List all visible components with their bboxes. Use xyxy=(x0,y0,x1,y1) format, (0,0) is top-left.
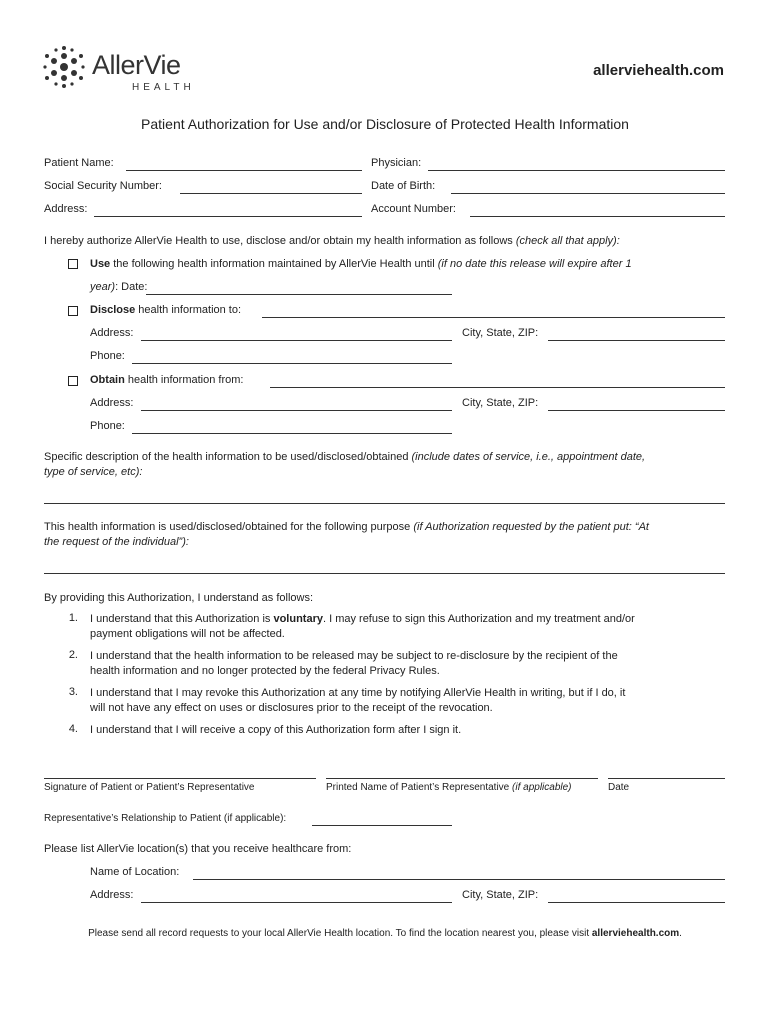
logo xyxy=(42,44,212,96)
logo-name: AllerVie xyxy=(92,50,181,80)
specific-description-field[interactable] xyxy=(44,503,725,504)
purpose-label-2: the request of the individual”): xyxy=(44,536,189,548)
obtain-option-text: Obtain health information from: xyxy=(90,374,244,386)
disclose-phone-label: Phone: xyxy=(90,350,125,362)
use-option-text: Use the following health information maintained by AllerVie Health until (if no date this release will expire after 1 xyxy=(90,258,632,270)
obtain-city-label: City, State, ZIP: xyxy=(462,397,539,409)
disclose-address-field[interactable] xyxy=(141,340,452,341)
use-date-label: year): Date: xyxy=(90,281,148,293)
dob-label: Date of Birth: xyxy=(371,180,436,192)
understand-intro: By providing this Authorization, I understand as follows: xyxy=(44,592,314,604)
list-item-number: 4. xyxy=(68,723,78,735)
relationship-label: Representative’s Relationship to Patient (if applicable): xyxy=(44,813,287,824)
specific-description-label: Specific description of the health information to be used/disclosed/obtained (include dates of service, i.e., appointment date, xyxy=(44,451,646,463)
list-item-number: 3. xyxy=(68,686,78,698)
location-city-label: City, State, ZIP: xyxy=(462,889,539,901)
relationship-field[interactable] xyxy=(312,825,452,826)
list-item-number: 1. xyxy=(68,612,78,624)
disclose-city-label: City, State, ZIP: xyxy=(462,327,539,339)
list-item: I understand that I may revoke this Authorization at any time by notifying AllerVie Health in writing, but if I do, it will not have any effect on uses or disclosures prior to the receipt of the revocation. xyxy=(90,687,626,714)
footer-link[interactable]: allerviehealth.com xyxy=(591,928,680,939)
patient-name-label: Patient Name: xyxy=(44,157,114,169)
signature-field[interactable] xyxy=(44,778,316,779)
purpose-field[interactable] xyxy=(44,573,725,574)
location-city-field[interactable] xyxy=(548,902,725,903)
obtain-checkbox[interactable] xyxy=(68,376,78,386)
address-field[interactable] xyxy=(94,216,362,217)
authorize-intro: I hereby authorize AllerVie Health to use, disclose and/or obtain my health information as follows (check all that apply): xyxy=(44,235,620,247)
printed-name-label: Printed Name of Patient’s Representative (if applicable) xyxy=(326,782,572,793)
obtain-phone-label: Phone: xyxy=(90,420,125,432)
location-address-label: Address: xyxy=(90,889,134,901)
date-label: Date xyxy=(608,782,630,793)
date-field[interactable] xyxy=(608,778,725,779)
disclose-option-text: Disclose health information to: xyxy=(90,304,242,316)
specific-description-label-2: type of service, etc): xyxy=(44,466,143,478)
list-item-number: 2. xyxy=(68,649,78,661)
list-item: I understand that I will receive a copy of this Authorization form after I sign it. xyxy=(90,724,462,736)
obtain-address-field[interactable] xyxy=(141,410,452,411)
disclose-address-label: Address: xyxy=(90,327,134,339)
account-number-label: Account Number: xyxy=(371,203,456,215)
ssn-label: Social Security Number: xyxy=(44,180,162,192)
purpose-label: This health information is used/disclosed/obtained for the following purpose (if Authorization requested by the patient put: “At xyxy=(44,521,649,533)
obtain-address-label: Address: xyxy=(90,397,134,409)
disclose-checkbox[interactable] xyxy=(68,306,78,316)
logo-subtitle: HEALTH xyxy=(132,82,195,93)
footer-note: Please send all record requests to your local AllerVie Health location. To find the location nearest you, please visit allerviehealth.com. xyxy=(88,928,682,939)
physician-field[interactable] xyxy=(428,170,725,171)
signature-label: Signature of Patient or Patient’s Representative xyxy=(44,782,255,793)
ssn-field[interactable] xyxy=(180,193,362,194)
obtain-city-field[interactable] xyxy=(548,410,725,411)
use-date-field[interactable] xyxy=(146,294,452,295)
locations-intro: Please list AllerVie location(s) that you receive healthcare from: xyxy=(44,843,352,855)
use-checkbox[interactable] xyxy=(68,259,78,269)
website-link[interactable]: allerviehealth.com xyxy=(593,62,724,79)
disclose-to-field[interactable] xyxy=(262,317,725,318)
list-item: I understand that this Authorization is voluntary. I may refuse to sign this Authorization and my treatment and/or payment obligations will not be affected. xyxy=(90,613,635,640)
list-item: I understand that the health information to be released may be subject to re-disclosure by the recipient of the health information and no longer protected by the federal Privacy Rules. xyxy=(90,650,618,677)
patient-name-field[interactable] xyxy=(126,170,362,171)
address-label: Address: xyxy=(44,203,88,215)
location-name-field[interactable] xyxy=(193,879,725,880)
disclose-phone-field[interactable] xyxy=(132,363,452,364)
physician-label: Physician: xyxy=(371,157,422,169)
location-address-field[interactable] xyxy=(141,902,452,903)
disclose-city-field[interactable] xyxy=(548,340,725,341)
account-number-field[interactable] xyxy=(470,216,725,217)
page-title: Patient Authorization for Use and/or Disclosure of Protected Health Information xyxy=(141,116,629,132)
obtain-phone-field[interactable] xyxy=(132,433,452,434)
obtain-from-field[interactable] xyxy=(270,387,725,388)
dob-field[interactable] xyxy=(451,193,725,194)
location-name-label: Name of Location: xyxy=(90,866,180,878)
printed-name-field[interactable] xyxy=(326,778,598,779)
logo-mark-icon xyxy=(42,44,86,90)
